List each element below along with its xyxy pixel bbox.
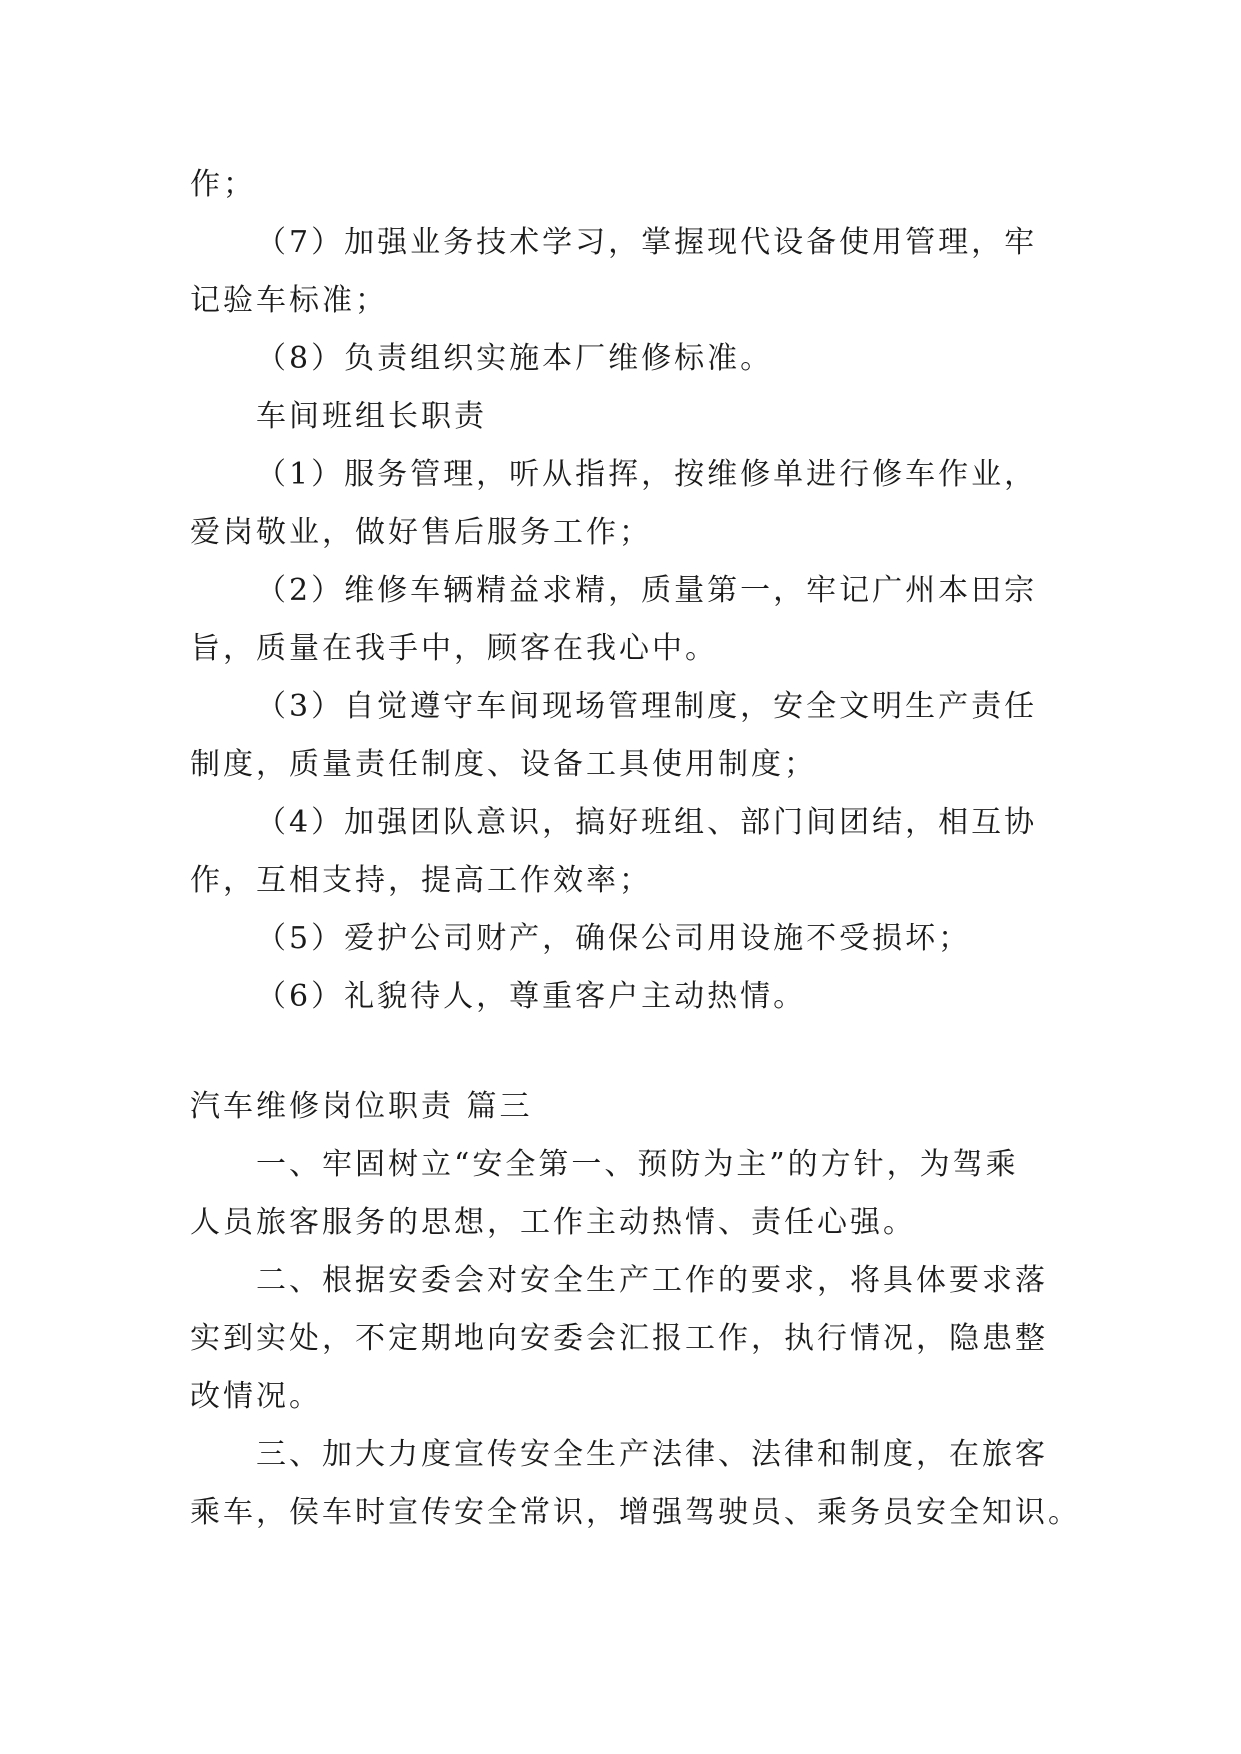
text-line: 旨，质量在我手中，顾客在我心中。 (190, 631, 718, 666)
section-heading: 车间班组长职责 (256, 399, 487, 434)
text-line: 二、根据安委会对安全生产工作的要求，将具体要求落 (256, 1263, 1048, 1298)
text-line: 人员旅客服务的思想，工作主动热情、责任心强。 (190, 1205, 916, 1240)
text-line: 改情况。 (190, 1379, 322, 1414)
text-line: （2）维修车辆精益求精，质量第一，牢记广州本田宗 (256, 573, 1038, 608)
document-page (190, 156, 1081, 1542)
text-line: （1）服务管理，听从指挥，按维修单进行修车作业， (256, 457, 1038, 492)
text-line: （4）加强团队意识，搞好班组、部门间团结，相互协 (256, 805, 1038, 840)
section-title: 汽车维修岗位职责 篇三 (190, 1089, 533, 1124)
text-line: 爱岗敬业，做好售后服务工作； (190, 515, 652, 550)
text-line: 作，互相支持，提高工作效率； (190, 863, 652, 898)
text-line: （7）加强业务技术学习，掌握现代设备使用管理，牢 (256, 225, 1038, 260)
paragraph-gap (190, 1026, 1060, 1078)
text-line: 作； (190, 167, 256, 202)
text-line: 记验车标准； (190, 283, 388, 318)
text-line: 实到实处，不定期地向安委会汇报工作，执行情况，隐患整 (190, 1321, 1048, 1356)
text-line: 一、牢固树立“安全第一、预防为主”的方针，为驾乘 (256, 1147, 1019, 1182)
text-line: 制度，质量责任制度、设备工具使用制度； (190, 747, 817, 782)
text-line: 三、加大力度宣传安全生产法律、法律和制度，在旅客 (256, 1437, 1048, 1472)
text-line: （8）负责组织实施本厂维修标准。 (256, 341, 774, 376)
text-line: （5）爱护公司财产，确保公司用设施不受损坏； (256, 921, 972, 956)
text-line: 乘车，侯车时宣传安全常识，增强驾驶员、乘务员安全知识。 (190, 1495, 1081, 1530)
text-line: （3）自觉遵守车间现场管理制度，安全文明生产责任 (256, 689, 1038, 724)
text-line: （6）礼貌待人，尊重客户主动热情。 (256, 979, 807, 1014)
